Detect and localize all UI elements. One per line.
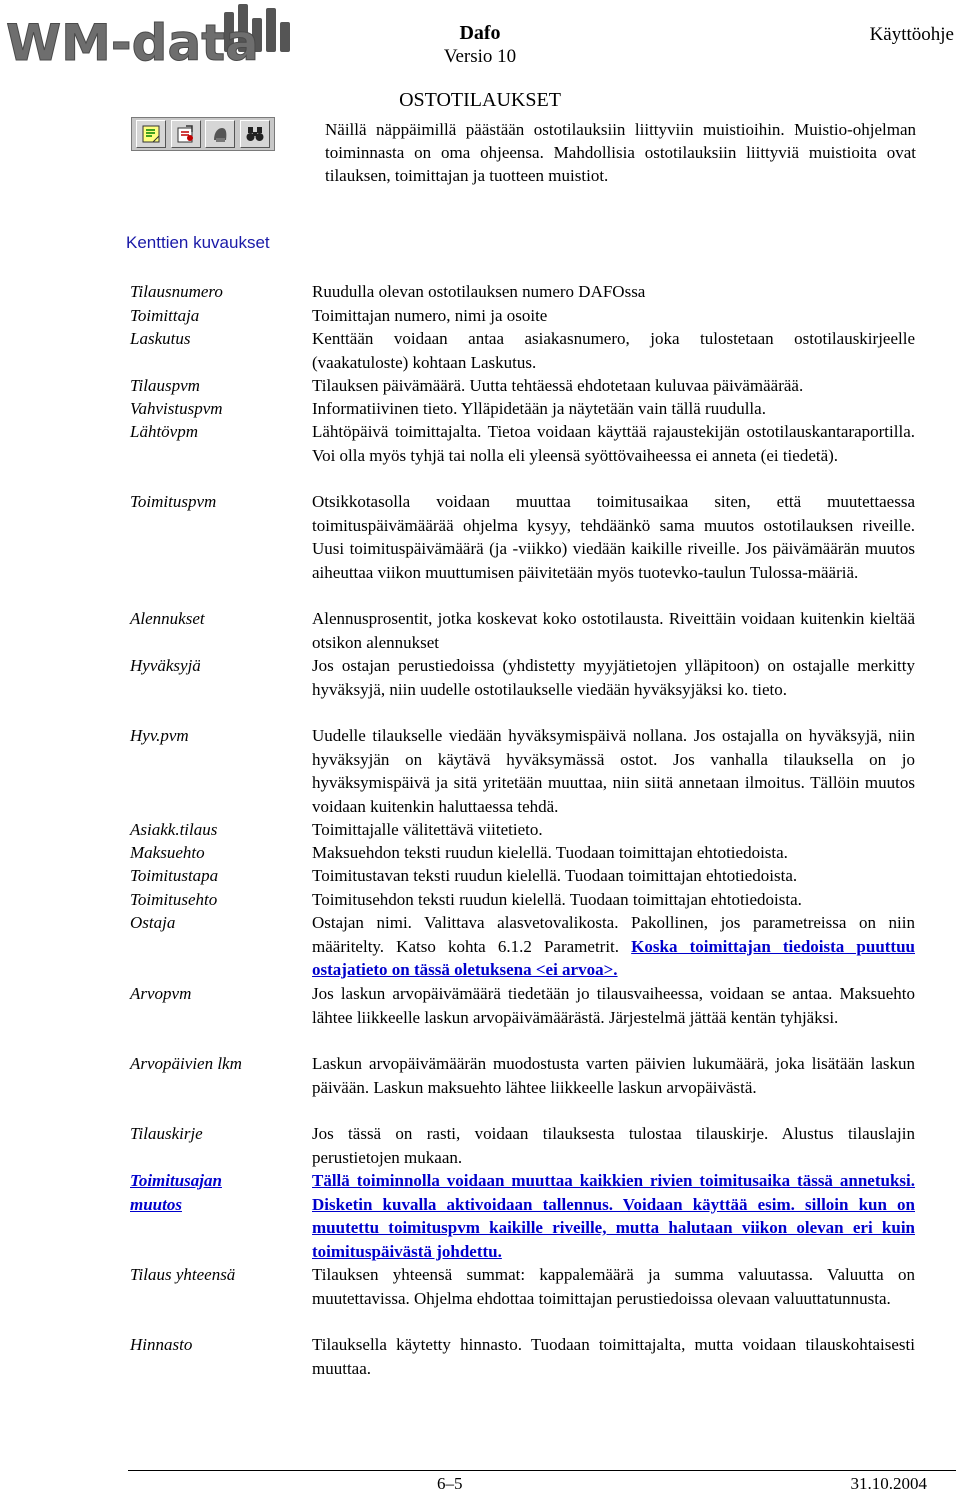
note-button[interactable] xyxy=(136,120,166,148)
section-heading: Kenttien kuvaukset xyxy=(126,233,270,252)
field-label: Toimitustapa xyxy=(130,866,219,885)
field-description: Lähtöpäivä toimittajalta. Tietoa voidaan käyttää rajaustekijän ostotilauskantaraportilla. Voi olla myös tyhjä tai nolla eli yleensä syöttövaiheessa ei anneta (ei tiedetä). xyxy=(312,422,915,465)
field-description: Otsikkotasolla voidaan muuttaa toimitusaikaa siten, että muutettaessa toimituspäivämäärää ohjelma kysyy, tehdäänkö sama muutos ostotilauksen riveille. Uusi toimituspäivämäärä (ja -viikko) viedään kaikille riveille. Jos päivämäärän muutos aiheuttaa viikon muuttumisen päivitetään myös tuotevko-taulun Tulossa-määriä. xyxy=(312,492,915,582)
footer-divider xyxy=(128,1470,956,1471)
field-label: Arvopvm xyxy=(130,984,192,1003)
field-label: Toimitusehto xyxy=(130,890,218,909)
field-description: Tilauksen yhteensä summat: kappalemäärä ja summa valuutassa. Valuutta on muutettavissa. Ohjelma ehdottaa toimittajan perustiedoissa olevaan valuuttatunnusta. xyxy=(312,1265,915,1308)
note-edit-icon xyxy=(176,124,196,144)
search-button[interactable] xyxy=(240,120,270,148)
field-label: Maksuehto xyxy=(130,843,205,862)
toimitusajan-muutos-link[interactable]: Tällä toiminnolla voidaan muuttaa kaikkien rivien toimitusaika tässä annetuksi. Disketin kuvalla aktivoidaan tallennus. Voidaan käyttää esim. silloin kun on muutettu toimituspvm kaikille riveille, mutta halutaan viikon olevan eri kuin toimituspäivästä johdettu. xyxy=(312,1171,915,1261)
field-label: Tilaus yhteensä xyxy=(130,1265,236,1284)
field-label: Alennukset xyxy=(130,609,205,628)
field-label: Lähtövpm xyxy=(130,422,198,441)
field-description: Ruudulla olevan ostotilauksen numero DAFOssa xyxy=(312,282,646,301)
field-description: Laskun arvopäivämäärän muodostusta varten päivien lukumäärä, joka lisätään laskun päivään. Laskun maksuehto lähtee liikkeelle laskun arvopäivästä. xyxy=(312,1054,915,1097)
memo-toolbar xyxy=(131,117,275,151)
field-description-text: Ostajan nimi. Valittava alasvetovalikosta. Pakollinen, jos parametreissa on niin määritelty. Katso kohta 6.1.2 Parametrit. xyxy=(312,913,915,956)
field-label: Asiakk.tilaus xyxy=(130,820,218,839)
field-description: Tilauksella käytetty hinnasto. Tuodaan toimittajalta, mutta voidaan tilauskohtaisesti muuttaa. xyxy=(312,1335,915,1378)
footer-date: 31.10.2004 xyxy=(850,1474,927,1493)
section-title: OSTOTILAUKSET xyxy=(399,89,561,111)
field-label: Toimituspvm xyxy=(130,492,217,511)
document-type: Käyttöohje xyxy=(869,24,954,45)
field-description: Jos ostajan perustiedoissa (yhdistetty myyjätietojen ylläpitoon) on ostajalle merkitty hyväksyjä, niin uudelle ostotilaukselle viedään hyväksyjäksi ko. tieto. xyxy=(312,656,915,699)
ostaja-note-link[interactable]: Koska toimittajan tiedoista puuttuu ostajatieto on tässä oletuksena <ei arvoa>. xyxy=(312,936,915,979)
field-label: Arvopäivien lkm xyxy=(130,1054,242,1073)
field-label: Tilausnumero xyxy=(130,282,223,301)
logo-text: WM-data xyxy=(6,14,259,72)
field-description: Kenttään voidaan antaa asiakasnumero, joka tulostetaan ostotilauskirjeelle (vaakatuloste) kohtaan Laskutus. xyxy=(312,329,915,372)
note-edit-button[interactable] xyxy=(171,120,201,148)
document-title: Dafo xyxy=(459,22,501,44)
toimitusajan-muutos-link-label[interactable]: Toimitusajan muutos xyxy=(130,1171,222,1214)
page-number: 6–5 xyxy=(437,1474,463,1493)
field-description: Jos tässä on rasti, voidaan tilauksesta tulostaa tilauskirje. Alustus tilauslajin perustietojen mukaan. xyxy=(312,1124,915,1167)
field-description: Uudelle tilaukselle viedään hyväksymispäivä nollana. Jos ostajalla on hyväksyjä, niin hyväksyjän on käytävä hyväksymässä ostot. Jos vanhalla tilauksella on jo hyväksymispäivä ja sitä yritetään muuttaa, niin siitä annetaan ilmoitus. Tällöin muutos voidaan kuitenkin haluttaessa tehdä. xyxy=(312,726,915,816)
field-description: Jos laskun arvopäivämäärä tiedetään jo tilausvaiheessa, voidaan se antaa. Maksuehto lähtee liikkeelle laskun arvopäivämäärästä. Järjestelmä jättää kentän tyhjäksi. xyxy=(312,984,915,1027)
field-label: Tilauskirje xyxy=(130,1124,203,1143)
intro-paragraph: Näillä näppäimillä päästään ostotilauksiin liittyviin muistioihin. Muistio-ohjelman toiminnasta on oma ohjeensa. Mahdollisia ostotilauksiin liittyviä muistioita ovat tilauksen, toimittajan ja tuotteen muistiot. xyxy=(325,120,916,185)
person-button[interactable] xyxy=(205,120,235,148)
field-label: Hyväksyjä xyxy=(130,656,201,675)
binoculars-icon xyxy=(245,124,265,144)
field-label: Toimittaja xyxy=(130,306,200,325)
document-version: Versio 10 xyxy=(443,46,517,67)
field-description: Toimitusehdon teksti ruudun kielellä. Tuodaan toimittajan ehtotiedoista. xyxy=(312,890,802,909)
field-label: Laskutus xyxy=(130,329,191,348)
field-description: Toimittajan numero, nimi ja osoite xyxy=(312,306,548,325)
field-description xyxy=(312,911,915,982)
person-icon xyxy=(210,124,230,144)
field-description: Informatiivinen tieto. Ylläpidetään ja näytetään vain tällä ruudulla. xyxy=(312,399,766,418)
field-label: Vahvistuspvm xyxy=(130,399,223,418)
note-icon xyxy=(141,124,161,144)
field-description: Alennusprosentit, jotka koskevat koko ostotilausta. Riveittäin voidaan kuitenkin kieltää otsikon alennukset xyxy=(312,609,915,652)
field-description: Tilauksen päivämäärä. Uutta tehtäessä ehdotetaan kuluvaa päivämäärää. xyxy=(312,376,804,395)
field-label: Ostaja xyxy=(130,913,176,932)
field-label: Hyv.pvm xyxy=(130,726,189,745)
field-label: Tilauspvm xyxy=(130,376,200,395)
field-description: Toimittajalle välitettävä viitetieto. xyxy=(312,820,543,839)
field-label: Hinnasto xyxy=(130,1335,193,1354)
field-description: Maksuehdon teksti ruudun kielellä. Tuodaan toimittajan ehtotiedoista. xyxy=(312,843,788,862)
field-description: Toimitustavan teksti ruudun kielellä. Tuodaan toimittajan ehtotiedoista. xyxy=(312,866,798,885)
